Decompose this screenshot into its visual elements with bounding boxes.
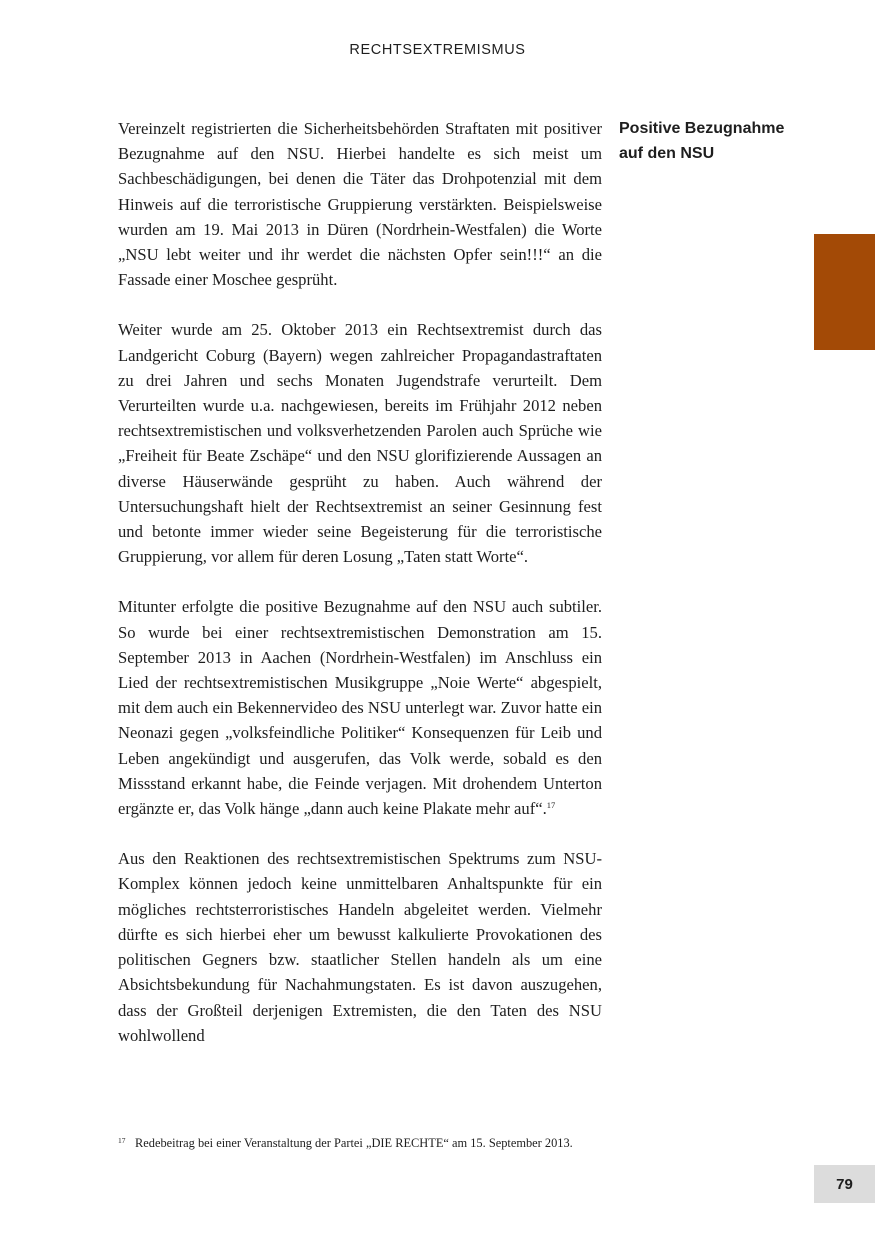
paragraph-4-text: Aus den Reaktionen des rechtsextremistischen Spektrums zum NSU-Komplex können jedoch keine unmittelbaren Anhaltspunkte für ein mögliches rechtsterroristisches Handeln abgeleitet werden. Vielmehr dürfte es sich hierbei eher um bewusst kalkulierte Provokationen des politischen Gegners bzw. staatlicher Stellen handeln als um eine Absichtsbekundung für Nachahmungstaten. Es ist davon auszugehen, dass der Großteil derjenigen Extremisten, die den Taten des NSU wohlwollend (118, 849, 602, 1045)
margin-heading (619, 116, 819, 166)
margin-heading-line-2: auf den NSU (619, 145, 715, 162)
margin-heading-line-1: Positive Bezugnahme (619, 120, 785, 137)
footnote (118, 1135, 602, 1152)
running-head: RECHTSEXTREMISMUS (349, 42, 526, 58)
page-number: 79 (814, 1165, 875, 1203)
footnote-number: 17 (118, 1136, 126, 1145)
paragraph-2 (118, 317, 602, 569)
footnote-reference[interactable]: 17 (546, 800, 556, 811)
body-text (118, 116, 602, 1073)
footnote-text: Redebeitrag bei einer Veranstaltung der Partei „DIE RECHTE“ am 15. September 2013. (135, 1136, 573, 1150)
paragraph-3 (118, 594, 602, 821)
chapter-marker-tab (814, 234, 875, 350)
paragraph-1-text: Vereinzelt registrierten die Sicherheitsbehörden Straftaten mit positiver Bezugnahme auf den NSU. Hierbei handelte es sich meist um Sachbeschädigungen, bei denen die Täter das Drohpotenzial mit dem Hinweis auf die terroristische Gruppierung verstärkten. Beispielsweise wurden am 19. Mai 2013 in Düren (Nordrhein-Westfalen) die Worte „NSU lebt weiter und ihr werdet die nächsten Opfer sein!!!“ an die Fassade einer Moschee gesprüht. (118, 119, 602, 290)
paragraph-1 (118, 116, 602, 292)
paragraph-4 (118, 846, 602, 1048)
paragraph-2-text: Weiter wurde am 25. Oktober 2013 ein Rechtsextremist durch das Landgericht Coburg (Bayern) wegen zahlreicher Propagandastraftaten zu drei Jahren und sechs Monaten Jugendstrafe verurteilt. Dem Verurteilten wurde u.a. nachgewiesen, bereits im Frühjahr 2012 neben rechtsextremistischen und volksverhetzenden Parolen auch Sprüche wie „Freiheit für Beate Zschäpe“ und den NSU glorifizierende Aussagen an diverse Häuserwände gesprüht zu haben. Auch während der Untersuchungshaft hielt der Rechtsextremist an seiner Gesinnung fest und betonte immer wieder seine Begeisterung für die terroristische Gruppierung, vor allem für deren Losung „Taten statt Worte“. (118, 320, 602, 567)
paragraph-3-text: Mitunter erfolgte die positive Bezugnahme auf den NSU auch subtiler. So wurde bei einer rechtsextremistischen Demonstration am 15. September 2013 in Aachen (Nordrhein-Westfalen) im Anschluss ein Lied der rechtsextremistischen Musikgruppe „Noie Werte“ abgespielt, mit dem auch ein Bekennervideo des NSU unterlegt war. Zuvor hatte ein Neonazi gegen „volksfeindliche Politiker“ Konsequenzen für Leib und Leben angekündigt und ausgerufen, das Volk werde, sobald es den Missstand erkannt habe, die Feinde verjagen. Mit drohendem Unterton ergänzte er, das Volk hänge „dann auch keine Plakate mehr auf“. (118, 597, 602, 819)
